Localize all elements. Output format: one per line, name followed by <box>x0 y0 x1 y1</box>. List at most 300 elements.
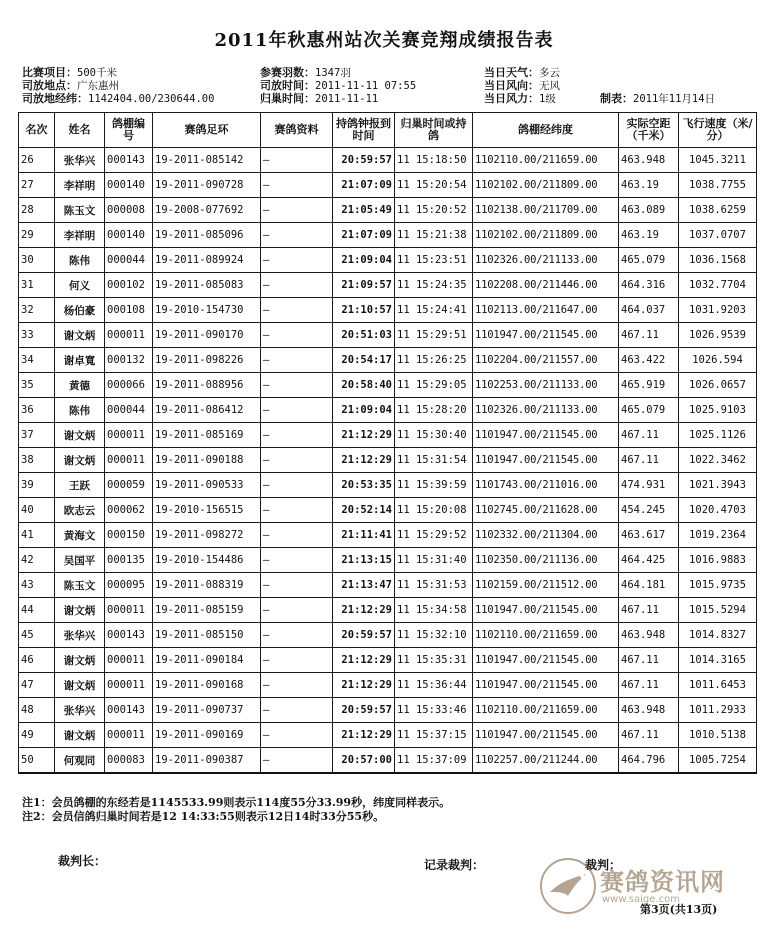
speed-cell: 1026.0657 <box>679 373 757 398</box>
info-label: 当日天气： <box>484 66 539 79</box>
info-value: 1142404.00/230644.00 <box>88 93 215 105</box>
column-header: 赛鸽资料 <box>261 113 333 148</box>
name-cell: 张华兴 <box>55 148 105 173</box>
rank-cell: 50 <box>19 748 55 774</box>
name-cell: 黄德 <box>55 373 105 398</box>
speed-cell: 1022.3462 <box>679 448 757 473</box>
return-time-cell: 11 15:28:20 <box>395 398 473 423</box>
rank-cell: 33 <box>19 323 55 348</box>
name-cell: 陈玉文 <box>55 573 105 598</box>
distance-cell: 467.11 <box>619 598 679 623</box>
check-in-time-cell: 20:59:57 <box>333 148 395 173</box>
distance-cell: 465.079 <box>619 398 679 423</box>
ring-number-cell: 19-2011-088956 <box>153 373 261 398</box>
loft-id-cell: 000011 <box>105 723 153 748</box>
pigeon-info-cell: — <box>261 323 333 348</box>
loft-id-cell: 000095 <box>105 573 153 598</box>
watermark-url: www.saige.com <box>602 894 680 905</box>
loft-coords-cell: 1102102.00/211809.00 <box>473 173 619 198</box>
return-time-cell: 11 15:29:51 <box>395 323 473 348</box>
loft-coords-cell: 1102332.00/211304.00 <box>473 523 619 548</box>
distance-cell: 463.089 <box>619 198 679 223</box>
column-header: 名次 <box>19 113 55 148</box>
pigeon-info-cell: — <box>261 698 333 723</box>
name-cell: 谢文炳 <box>55 323 105 348</box>
speed-cell: 1011.6453 <box>679 673 757 698</box>
ring-number-cell: 19-2011-090169 <box>153 723 261 748</box>
distance-cell: 454.245 <box>619 498 679 523</box>
column-header: 归巢时间或持鸽 <box>395 113 473 148</box>
loft-coords-cell: 1102110.00/211659.00 <box>473 148 619 173</box>
check-in-time-cell: 21:13:47 <box>333 573 395 598</box>
name-cell: 陈伟 <box>55 248 105 273</box>
check-in-time-cell: 21:12:29 <box>333 648 395 673</box>
info-race-project <box>22 66 117 80</box>
table-row <box>19 623 757 648</box>
ring-number-cell: 19-2011-090387 <box>153 748 261 774</box>
distance-cell: 463.617 <box>619 523 679 548</box>
distance-cell: 467.11 <box>619 423 679 448</box>
loft-coords-cell: 1101947.00/211545.00 <box>473 673 619 698</box>
name-cell: 谢文炳 <box>55 673 105 698</box>
rank-cell: 27 <box>19 173 55 198</box>
check-in-time-cell: 20:58:40 <box>333 373 395 398</box>
table-row <box>19 323 757 348</box>
distance-cell: 464.181 <box>619 573 679 598</box>
table-row <box>19 298 757 323</box>
info-release-coords <box>22 92 214 106</box>
loft-id-cell: 000011 <box>105 598 153 623</box>
return-time-cell: 11 15:31:53 <box>395 573 473 598</box>
speed-cell: 1015.5294 <box>679 598 757 623</box>
return-time-cell: 11 15:31:54 <box>395 448 473 473</box>
loft-coords-cell: 1102257.00/211244.00 <box>473 748 619 774</box>
ring-number-cell: 19-2011-085142 <box>153 148 261 173</box>
loft-id-cell: 000008 <box>105 198 153 223</box>
loft-id-cell: 000102 <box>105 273 153 298</box>
loft-id-cell: 000062 <box>105 498 153 523</box>
speed-cell: 1005.7254 <box>679 748 757 774</box>
info-value: 1347羽 <box>315 67 351 79</box>
check-in-time-cell: 21:12:29 <box>333 723 395 748</box>
ring-number-cell: 19-2011-086412 <box>153 398 261 423</box>
distance-cell: 465.919 <box>619 373 679 398</box>
distance-cell: 463.948 <box>619 623 679 648</box>
info-weather <box>484 66 560 80</box>
loft-id-cell: 000066 <box>105 373 153 398</box>
results-table <box>18 112 757 774</box>
pigeon-info-cell: — <box>261 598 333 623</box>
check-in-time-cell: 20:57:00 <box>333 748 395 774</box>
pigeon-info-cell: — <box>261 498 333 523</box>
speed-cell: 1010.5138 <box>679 723 757 748</box>
return-time-cell: 11 15:29:52 <box>395 523 473 548</box>
ring-number-cell: 19-2011-088319 <box>153 573 261 598</box>
rank-cell: 34 <box>19 348 55 373</box>
info-value: 2011年11月14日 <box>633 93 716 105</box>
rank-cell: 47 <box>19 673 55 698</box>
loft-coords-cell: 1101947.00/211545.00 <box>473 598 619 623</box>
speed-cell: 1036.1568 <box>679 248 757 273</box>
info-wind-force <box>484 92 556 106</box>
ring-number-cell: 19-2011-085169 <box>153 423 261 448</box>
ring-number-cell: 19-2011-085159 <box>153 598 261 623</box>
info-value: 2011-11-11 07:55 <box>315 80 417 92</box>
name-cell: 吴国平 <box>55 548 105 573</box>
page-title: 2011年秋惠州站次关赛竞翔成绩报告表 <box>214 30 554 51</box>
loft-id-cell: 000011 <box>105 648 153 673</box>
pigeon-info-cell: — <box>261 223 333 248</box>
return-time-cell: 11 15:23:51 <box>395 248 473 273</box>
info-label: 当日风力： <box>484 92 539 105</box>
speed-cell: 1038.6259 <box>679 198 757 223</box>
pigeon-info-cell: — <box>261 148 333 173</box>
pigeon-info-cell: — <box>261 548 333 573</box>
info-value: 无风 <box>539 80 560 92</box>
rank-cell: 37 <box>19 423 55 448</box>
distance-cell: 467.11 <box>619 673 679 698</box>
name-cell: 谢文炳 <box>55 723 105 748</box>
distance-cell: 467.11 <box>619 323 679 348</box>
pigeon-logo-icon <box>538 856 598 916</box>
loft-id-cell: 000011 <box>105 423 153 448</box>
speed-cell: 1014.8327 <box>679 623 757 648</box>
ring-number-cell: 19-2011-098226 <box>153 348 261 373</box>
judge-signature: 裁判： <box>585 858 622 872</box>
return-time-cell: 11 15:18:50 <box>395 148 473 173</box>
distance-cell: 464.316 <box>619 273 679 298</box>
check-in-time-cell: 21:07:09 <box>333 173 395 198</box>
return-time-cell: 11 15:39:59 <box>395 473 473 498</box>
loft-coords-cell: 1101947.00/211545.00 <box>473 423 619 448</box>
table-row <box>19 398 757 423</box>
loft-id-cell: 000059 <box>105 473 153 498</box>
footnote: 注1：会员鸽棚的东经若是1145533.99则表示114度55分33.99秒，纬度同样表示。 <box>22 796 451 809</box>
info-value: 500千米 <box>77 67 117 79</box>
info-label: 当日风向： <box>484 79 539 92</box>
pigeon-info-cell: — <box>261 623 333 648</box>
info-label: 司放地点： <box>22 79 77 92</box>
pigeon-info-cell: — <box>261 523 333 548</box>
table-row <box>19 423 757 448</box>
ring-number-cell: 19-2011-090728 <box>153 173 261 198</box>
table-row <box>19 148 757 173</box>
ring-number-cell: 19-2011-090188 <box>153 448 261 473</box>
table-row <box>19 523 757 548</box>
loft-id-cell: 000044 <box>105 398 153 423</box>
ring-number-cell: 19-2010-156515 <box>153 498 261 523</box>
column-header: 赛鸽足环 <box>153 113 261 148</box>
distance-cell: 467.11 <box>619 648 679 673</box>
speed-cell: 1016.9883 <box>679 548 757 573</box>
pigeon-info-cell: — <box>261 273 333 298</box>
pigeon-info-cell: — <box>261 373 333 398</box>
return-time-cell: 11 15:32:10 <box>395 623 473 648</box>
table-row <box>19 373 757 398</box>
loft-id-cell: 000044 <box>105 248 153 273</box>
ring-number-cell: 19-2008-077692 <box>153 198 261 223</box>
check-in-time-cell: 21:11:41 <box>333 523 395 548</box>
speed-cell: 1026.9539 <box>679 323 757 348</box>
return-time-cell: 11 15:34:58 <box>395 598 473 623</box>
name-cell: 陈玉文 <box>55 198 105 223</box>
info-release-place <box>22 79 119 93</box>
info-value: 2011-11-11 <box>315 93 379 105</box>
return-time-cell: 11 15:20:54 <box>395 173 473 198</box>
check-in-time-cell: 20:53:35 <box>333 473 395 498</box>
rank-cell: 26 <box>19 148 55 173</box>
loft-coords-cell: 1102326.00/211133.00 <box>473 248 619 273</box>
rank-cell: 36 <box>19 398 55 423</box>
speed-cell: 1020.4703 <box>679 498 757 523</box>
table-row <box>19 223 757 248</box>
check-in-time-cell: 21:10:57 <box>333 298 395 323</box>
info-made-date <box>600 92 715 106</box>
name-cell: 陈伟 <box>55 398 105 423</box>
column-header: 实际空距（千米） <box>619 113 679 148</box>
name-cell: 谢文炳 <box>55 423 105 448</box>
loft-coords-cell: 1102350.00/211136.00 <box>473 548 619 573</box>
distance-cell: 467.11 <box>619 723 679 748</box>
table-row <box>19 448 757 473</box>
watermark-text: 赛鸽资讯网 <box>600 868 725 896</box>
name-cell: 李祥明 <box>55 223 105 248</box>
table-row <box>19 748 757 774</box>
return-time-cell: 11 15:30:40 <box>395 423 473 448</box>
loft-coords-cell: 1101947.00/211545.00 <box>473 448 619 473</box>
return-time-cell: 11 15:35:31 <box>395 648 473 673</box>
table-row <box>19 473 757 498</box>
rank-cell: 35 <box>19 373 55 398</box>
info-label: 归巢时间： <box>260 92 315 105</box>
name-cell: 黄海文 <box>55 523 105 548</box>
table-row <box>19 198 757 223</box>
info-value: 1级 <box>539 93 556 105</box>
pigeon-info-cell: — <box>261 198 333 223</box>
name-cell: 谢文炳 <box>55 598 105 623</box>
speed-cell: 1021.3943 <box>679 473 757 498</box>
ring-number-cell: 19-2011-085096 <box>153 223 261 248</box>
pigeon-info-cell: — <box>261 248 333 273</box>
speed-cell: 1026.594 <box>679 348 757 373</box>
return-time-cell: 11 15:29:05 <box>395 373 473 398</box>
check-in-time-cell: 21:13:15 <box>333 548 395 573</box>
loft-coords-cell: 1102102.00/211809.00 <box>473 223 619 248</box>
table-row <box>19 248 757 273</box>
loft-id-cell: 000143 <box>105 623 153 648</box>
ring-number-cell: 19-2011-089924 <box>153 248 261 273</box>
info-value: 广东惠州 <box>77 80 119 92</box>
pigeon-info-cell: — <box>261 173 333 198</box>
table-header-row <box>19 113 757 148</box>
check-in-time-cell: 21:12:29 <box>333 423 395 448</box>
return-time-cell: 11 15:26:25 <box>395 348 473 373</box>
distance-cell: 463.19 <box>619 173 679 198</box>
ring-number-cell: 19-2011-090170 <box>153 323 261 348</box>
info-label: 制表： <box>600 92 633 105</box>
loft-id-cell: 000132 <box>105 348 153 373</box>
loft-coords-cell: 1102110.00/211659.00 <box>473 698 619 723</box>
check-in-time-cell: 20:52:14 <box>333 498 395 523</box>
loft-id-cell: 000011 <box>105 673 153 698</box>
speed-cell: 1038.7755 <box>679 173 757 198</box>
info-wind-dir <box>484 79 560 93</box>
loft-id-cell: 000083 <box>105 748 153 774</box>
distance-cell: 464.796 <box>619 748 679 774</box>
speed-cell: 1015.9735 <box>679 573 757 598</box>
record-judge-signature: 记录裁判： <box>424 858 485 872</box>
page-number: 第3页(共13页) <box>640 903 718 916</box>
pigeon-info-cell: — <box>261 648 333 673</box>
speed-cell: 1045.3211 <box>679 148 757 173</box>
speed-cell: 1032.7704 <box>679 273 757 298</box>
table-row <box>19 573 757 598</box>
ring-number-cell: 19-2011-098272 <box>153 523 261 548</box>
return-time-cell: 11 15:24:41 <box>395 298 473 323</box>
check-in-time-cell: 21:09:04 <box>333 398 395 423</box>
name-cell: 杨伯豪 <box>55 298 105 323</box>
check-in-time-cell: 20:54:17 <box>333 348 395 373</box>
loft-coords-cell: 1102208.00/211446.00 <box>473 273 619 298</box>
loft-coords-cell: 1102159.00/211512.00 <box>473 573 619 598</box>
check-in-time-cell: 21:05:49 <box>333 198 395 223</box>
loft-id-cell: 000150 <box>105 523 153 548</box>
speed-cell: 1011.2933 <box>679 698 757 723</box>
pigeon-info-cell: — <box>261 673 333 698</box>
pigeon-info-cell: — <box>261 748 333 774</box>
column-header: 姓名 <box>55 113 105 148</box>
check-in-time-cell: 21:09:57 <box>333 273 395 298</box>
pigeon-info-cell: — <box>261 723 333 748</box>
rank-cell: 48 <box>19 698 55 723</box>
ring-number-cell: 19-2011-085083 <box>153 273 261 298</box>
return-time-cell: 11 15:20:52 <box>395 198 473 223</box>
table-row <box>19 173 757 198</box>
info-release-time <box>260 79 416 93</box>
name-cell: 谢文炳 <box>55 448 105 473</box>
loft-coords-cell: 1101947.00/211545.00 <box>473 648 619 673</box>
return-time-cell: 11 15:37:09 <box>395 748 473 774</box>
name-cell: 何义 <box>55 273 105 298</box>
pigeon-info-cell: — <box>261 348 333 373</box>
ring-number-cell: 19-2011-085150 <box>153 623 261 648</box>
loft-coords-cell: 1101947.00/211545.00 <box>473 723 619 748</box>
name-cell: 谢卓寬 <box>55 348 105 373</box>
check-in-time-cell: 20:59:57 <box>333 698 395 723</box>
footnotes <box>22 796 450 824</box>
table-row <box>19 723 757 748</box>
table-row <box>19 548 757 573</box>
pigeon-info-cell: — <box>261 573 333 598</box>
rank-cell: 28 <box>19 198 55 223</box>
pigeon-info-cell: — <box>261 298 333 323</box>
loft-coords-cell: 1101743.00/211016.00 <box>473 473 619 498</box>
rank-cell: 32 <box>19 298 55 323</box>
rank-cell: 39 <box>19 473 55 498</box>
info-return-time <box>260 92 378 106</box>
name-cell: 谢文炳 <box>55 648 105 673</box>
distance-cell: 463.19 <box>619 223 679 248</box>
ring-number-cell: 19-2011-090737 <box>153 698 261 723</box>
distance-cell: 463.948 <box>619 698 679 723</box>
name-cell: 王跃 <box>55 473 105 498</box>
loft-coords-cell: 1102110.00/211659.00 <box>473 623 619 648</box>
check-in-time-cell: 21:12:29 <box>333 598 395 623</box>
rank-cell: 38 <box>19 448 55 473</box>
rank-cell: 49 <box>19 723 55 748</box>
return-time-cell: 11 15:24:35 <box>395 273 473 298</box>
name-cell: 李祥明 <box>55 173 105 198</box>
ring-number-cell: 19-2010-154730 <box>153 298 261 323</box>
rank-cell: 29 <box>19 223 55 248</box>
table-row <box>19 273 757 298</box>
loft-id-cell: 000108 <box>105 298 153 323</box>
speed-cell: 1031.9203 <box>679 298 757 323</box>
check-in-time-cell: 21:12:29 <box>333 673 395 698</box>
results-body <box>19 148 757 774</box>
ring-number-cell: 19-2011-090184 <box>153 648 261 673</box>
return-time-cell: 11 15:20:08 <box>395 498 473 523</box>
column-header: 鸽棚编号 <box>105 113 153 148</box>
info-label: 司放时间： <box>260 79 315 92</box>
ring-number-cell: 19-2011-090533 <box>153 473 261 498</box>
table-row <box>19 698 757 723</box>
return-time-cell: 11 15:33:46 <box>395 698 473 723</box>
table-row <box>19 498 757 523</box>
distance-cell: 463.422 <box>619 348 679 373</box>
info-value: 多云 <box>539 67 560 79</box>
footnote: 注2：会员信鸽归巢时间若是12 14:33:55则表示12日14时33分55秒。 <box>22 810 385 823</box>
pigeon-info-cell: — <box>261 473 333 498</box>
rank-cell: 44 <box>19 598 55 623</box>
loft-id-cell: 000143 <box>105 148 153 173</box>
check-in-time-cell: 21:07:09 <box>333 223 395 248</box>
loft-coords-cell: 1102745.00/211628.00 <box>473 498 619 523</box>
loft-coords-cell: 1102138.00/211709.00 <box>473 198 619 223</box>
return-time-cell: 11 15:31:40 <box>395 548 473 573</box>
table-row <box>19 648 757 673</box>
name-cell: 欧志云 <box>55 498 105 523</box>
table-row <box>19 348 757 373</box>
table-row <box>19 673 757 698</box>
distance-cell: 464.037 <box>619 298 679 323</box>
distance-cell: 474.931 <box>619 473 679 498</box>
info-label: 比赛项目： <box>22 66 77 79</box>
rank-cell: 31 <box>19 273 55 298</box>
rank-cell: 30 <box>19 248 55 273</box>
column-header: 飞行速度（米/分） <box>679 113 757 148</box>
column-header: 持鸽钟报到时间 <box>333 113 395 148</box>
ring-number-cell: 19-2010-154486 <box>153 548 261 573</box>
ring-number-cell: 19-2011-090168 <box>153 673 261 698</box>
distance-cell: 464.425 <box>619 548 679 573</box>
rank-cell: 41 <box>19 523 55 548</box>
pigeon-info-cell: — <box>261 448 333 473</box>
check-in-time-cell: 21:09:04 <box>333 248 395 273</box>
loft-coords-cell: 1102253.00/211133.00 <box>473 373 619 398</box>
rank-cell: 40 <box>19 498 55 523</box>
distance-cell: 463.948 <box>619 148 679 173</box>
check-in-time-cell: 20:59:57 <box>333 623 395 648</box>
rank-cell: 42 <box>19 548 55 573</box>
loft-coords-cell: 1101947.00/211545.00 <box>473 323 619 348</box>
loft-id-cell: 000135 <box>105 548 153 573</box>
name-cell: 何观同 <box>55 748 105 774</box>
speed-cell: 1019.2364 <box>679 523 757 548</box>
table-row <box>19 598 757 623</box>
rank-cell: 43 <box>19 573 55 598</box>
loft-coords-cell: 1102326.00/211133.00 <box>473 398 619 423</box>
